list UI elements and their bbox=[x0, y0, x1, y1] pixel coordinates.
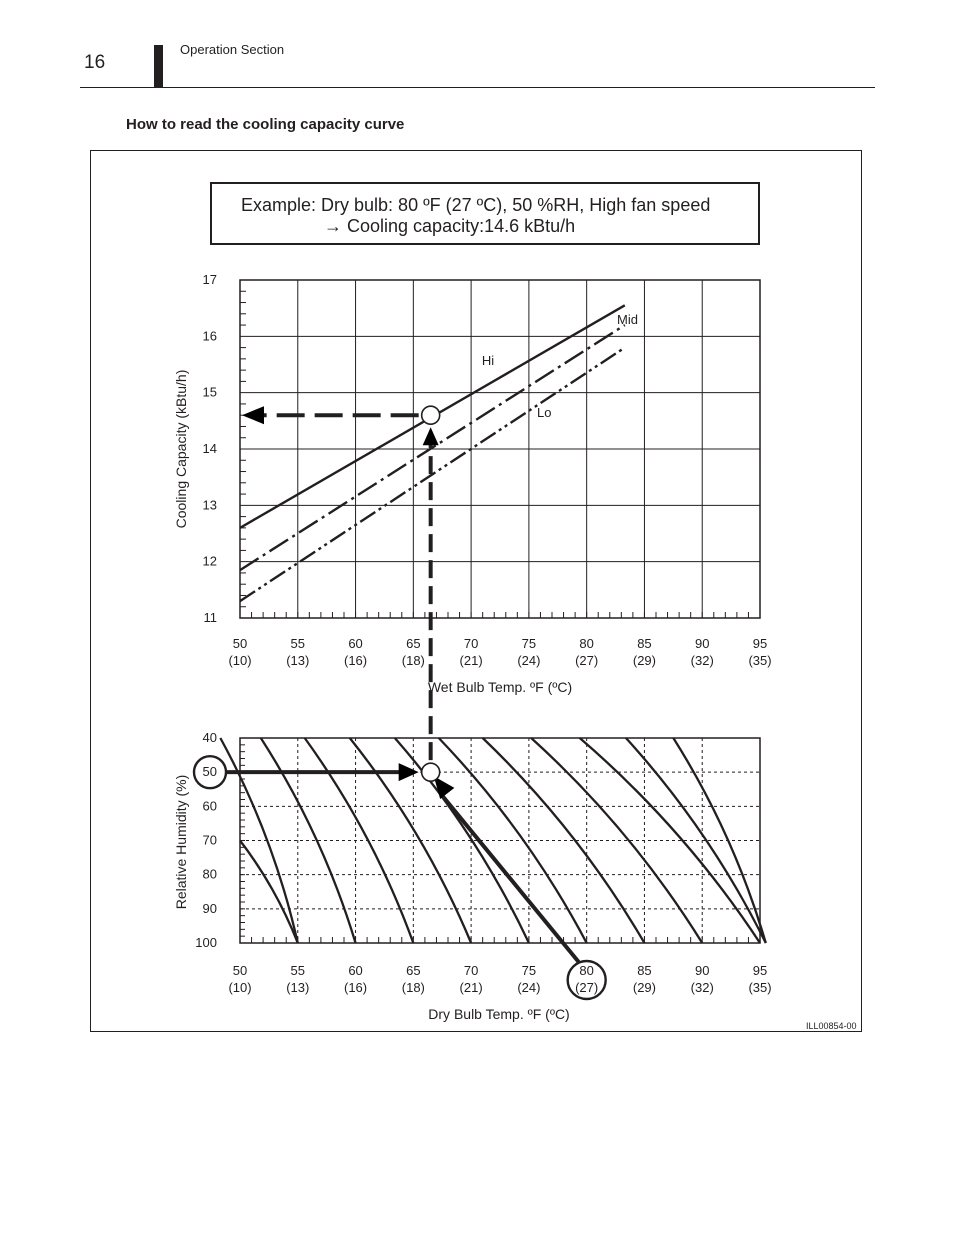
y-tick-label: 11 bbox=[203, 610, 217, 625]
x-tick-label: 70 bbox=[463, 963, 479, 978]
x-tick-label: 65 bbox=[406, 636, 421, 651]
x-tick-label: 95 bbox=[752, 963, 768, 978]
x-tick-sub-label: (29) bbox=[632, 653, 657, 668]
y-axis-label: Cooling Capacity (kBtu/h) bbox=[173, 369, 189, 529]
x-tick-label: 85 bbox=[637, 963, 652, 978]
y-tick-label: 40 bbox=[202, 730, 217, 745]
series-label-mid: Mid bbox=[617, 312, 638, 327]
x-tick-label: 75 bbox=[521, 963, 537, 978]
x-tick-sub-label: (13) bbox=[286, 980, 310, 995]
x-tick-label: 65 bbox=[406, 963, 421, 978]
x-tick-label: 60 bbox=[348, 963, 363, 978]
x-tick-label: 55 bbox=[290, 963, 306, 978]
x-tick-sub-label: (29) bbox=[632, 980, 657, 995]
y-tick-label: 13 bbox=[202, 497, 217, 513]
x-tick-sub-label: (35) bbox=[748, 980, 772, 995]
x-tick-sub-label: (10) bbox=[228, 653, 252, 668]
y-tick-label: 15 bbox=[202, 384, 217, 400]
x-tick-sub-label: (21) bbox=[459, 980, 483, 995]
y-tick-label: 60 bbox=[202, 798, 217, 814]
x-tick-label: 85 bbox=[637, 636, 652, 651]
x-tick-sub-label: (24) bbox=[517, 980, 541, 995]
page-number: 16 bbox=[84, 52, 106, 73]
x-tick-label: 80 bbox=[579, 636, 594, 651]
x-tick-sub-label: (35) bbox=[748, 653, 772, 668]
x-tick-label: 50 bbox=[232, 636, 248, 651]
x-axis-label: Wet Bulb Temp. ºF (ºC) bbox=[427, 679, 573, 695]
x-tick-sub-label: (24) bbox=[517, 653, 541, 668]
x-tick-sub-label: (16) bbox=[343, 653, 368, 668]
y-tick-label: 50 bbox=[202, 764, 217, 780]
x-tick-sub-label: (27) bbox=[575, 653, 599, 668]
rh-curve bbox=[240, 841, 298, 944]
figure-id: ILL00854-00 bbox=[806, 1021, 857, 1031]
series-label-hi: Hi bbox=[481, 353, 495, 368]
up-arrow-head bbox=[423, 427, 439, 445]
x-tick-sub-label: (16) bbox=[343, 980, 368, 995]
x-tick-sub-label: (21) bbox=[459, 653, 483, 668]
page-heading: How to read the cooling capacity curve bbox=[126, 116, 405, 133]
y-tick-label: 12 bbox=[202, 553, 217, 569]
x-tick-label: 80 bbox=[579, 963, 594, 978]
series-label-lo: Lo bbox=[537, 405, 552, 420]
y-tick-label: 80 bbox=[202, 866, 217, 882]
example-line-2: → Cooling capacity:14.6 kBtu/h bbox=[324, 216, 576, 236]
left-arrow-head bbox=[242, 406, 264, 424]
x-tick-label: 90 bbox=[694, 963, 710, 978]
section-title: Operation Section bbox=[180, 42, 285, 57]
rh-arrow-head bbox=[399, 763, 419, 781]
capacity-reading-point bbox=[422, 406, 440, 424]
x-tick-sub-label: (18) bbox=[401, 980, 425, 995]
x-tick-label: 55 bbox=[290, 636, 306, 651]
example-line-1: Example: Dry bulb: 80 ºF (27 ºC), 50 %RH, High fan speed bbox=[241, 195, 711, 215]
y-tick-label: 14 bbox=[202, 441, 217, 456]
y-tick-label: 16 bbox=[202, 328, 217, 344]
x-tick-label: 95 bbox=[752, 636, 768, 651]
y-axis-label: Relative Humidity (%) bbox=[173, 774, 189, 910]
rh-curve bbox=[531, 738, 702, 943]
x-tick-sub-label: (27) bbox=[575, 980, 599, 995]
rh-reading-point bbox=[422, 763, 440, 781]
x-tick-sub-label: (13) bbox=[286, 653, 310, 668]
x-tick-label: 50 bbox=[232, 963, 248, 978]
y-tick-label: 17 bbox=[202, 272, 217, 287]
x-tick-sub-label: (18) bbox=[401, 653, 425, 668]
x-tick-sub-label: (32) bbox=[690, 653, 714, 668]
y-tick-label: 70 bbox=[202, 832, 217, 848]
x-axis-label: Dry Bulb Temp. ºF (ºC) bbox=[428, 1006, 570, 1022]
x-tick-sub-label: (10) bbox=[228, 980, 252, 995]
x-tick-sub-label: (32) bbox=[690, 980, 714, 995]
x-tick-label: 70 bbox=[463, 636, 479, 651]
x-tick-label: 90 bbox=[694, 636, 710, 651]
x-tick-label: 60 bbox=[348, 636, 363, 651]
y-tick-label: 100 bbox=[195, 935, 217, 950]
y-tick-label: 90 bbox=[202, 900, 217, 916]
x-tick-label: 75 bbox=[521, 636, 537, 651]
